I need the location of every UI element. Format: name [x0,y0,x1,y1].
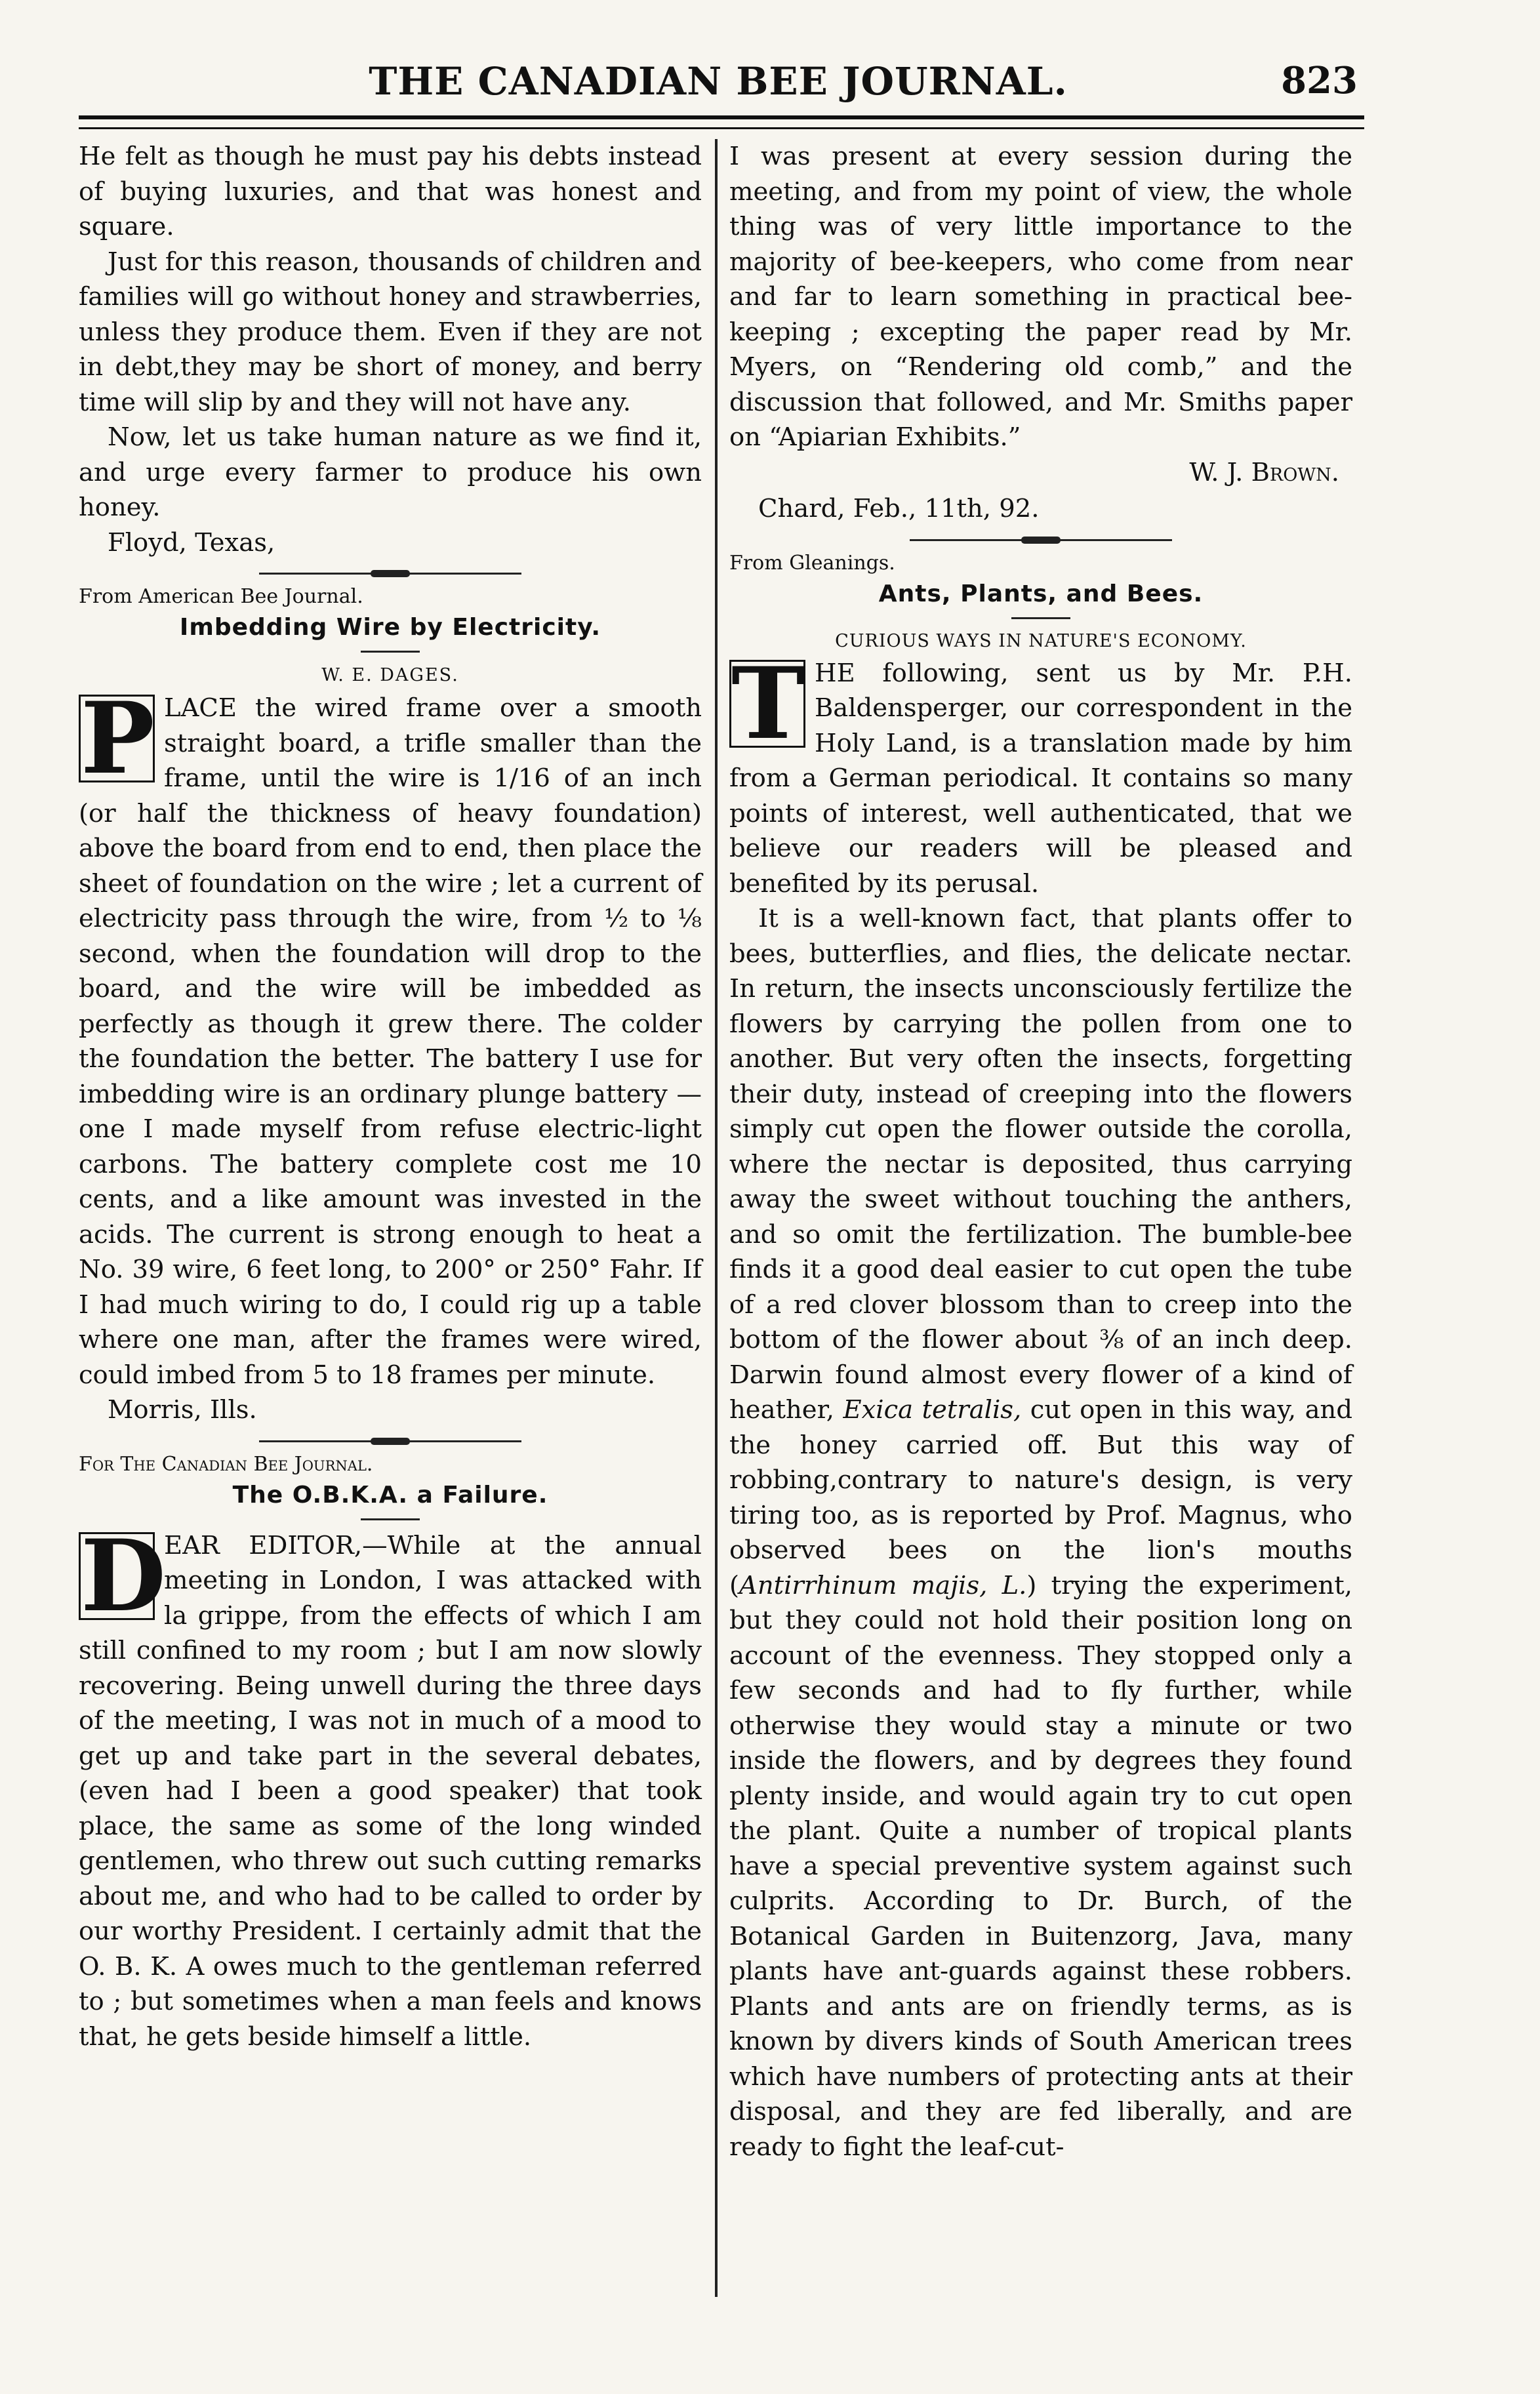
ornamental-rule [259,569,521,577]
journal-title: THE CANADIAN BEE JOURNAL. [369,59,1068,104]
ornamental-rule [910,536,1172,544]
species-name: Antirrhinum majis, L. [739,1570,1027,1600]
header-rule-thin [79,127,1364,129]
drop-cap: D [79,1532,155,1620]
article-title: The O.B.K.A. a Failure. [232,1481,548,1509]
short-rule [1011,617,1070,619]
continued-paragraph: I was present at every session during the meeting, and from my point of view, the whole thing was of very little importance to the majority of bee-keepers, who come from near and far to learn something in practical bee-keeping ; excepting the paper read by Mr. Myers, on “Rendering old comb,” and the discussion that followed, and Mr. Smiths paper on “Apiarian Exhibits.” [729,142,1352,452]
paragraph: Just for this reason, thousands of children and families will go without honey and strawberries, unless they produce them. Even if they are not in debt,they may be short of money, and berry time will slip by and they will not have any. [79,247,702,417]
article-text: EAR EDITOR,—While at the annual meeting in London, I was attacked with la grippe, from the effects of which I am still confined to my room ; but I am now slowly recovering. Being unwell during the three days of the meeting, I was not in much of a mood to get up and take part in the several debates, (even had I been a good speaker) that took place, the same as some of the long winded gentlemen, who threw out such cutting remarks about me, and who had to be called to order by our worthy President. I certainly admit that the O. B. K. A owes much to the gentleman referred to ; but sometimes when a man feels and knows that, he gets beside himself a little. [79,1530,702,2052]
dateline: Chard, Feb., 11th, 92. [758,494,1040,523]
drop-cap: T [729,660,805,748]
paragraph-text: It is a well-known fact, that plants offer to bees, butterflies, and flies, the delicate nectar. In return, the insects unconsciously fertilize the flowers by carrying the pollen from one to another. But very often the insects, forgetting their duty, instead of creeping into the flowers simply cut open the flower outside the corolla, where the nectar is deposited, thus carrying away the sweet without touching the anthers, and so omit the fertilization. The bumble-bee finds it a good deal easier to cut open the tube of a red clover blossom than to creep into the bottom of the flower about ⅜ of an inch deep. Darwin found almost every flower of a kind of heather, [729,904,1352,1425]
column-divider [715,139,718,2297]
right-column [729,139,1352,2164]
paragraph [729,901,1352,2164]
article-title: Ants, Plants, and Bees. [878,580,1204,607]
article-body [729,645,1352,902]
article-body [79,681,702,1392]
article-title: Imbedding Wire by Electricity. [179,614,601,641]
header-rule-thick [79,115,1364,119]
article-subtitle: CURIOUS WAYS IN NATURE'S ECONOMY. [835,630,1247,651]
short-rule [361,651,420,653]
continued-paragraph: He felt as though he must pay his debts instead of buying luxuries, and that was honest and square. [79,142,702,241]
article-source: For The Canadian Bee Journal. [79,1452,373,1476]
place-line: Floyd, Texas, [108,527,275,558]
short-rule [361,1518,420,1520]
page-number: 823 [1281,59,1358,102]
drop-cap: P [79,695,155,782]
article-body [79,1518,702,2055]
paragraph-text: cut open in this way, and the honey carried off. But this way of robbing,contrary to nature's design, is very tiring too, as is reported by Prof. Magnus, who observed bees on the lion's mouths ( [729,1395,1352,1600]
place-line: Morris, Ills. [108,1395,257,1425]
running-header [79,59,1358,118]
article-text: HE following, sent us by Mr. P.H. Baldensperger, our correspondent in the Holy Land, is a translation made by him from a German periodical. It contains so many points of interest, well authenticated, that we believe our readers will be pleased and benefited by its perusal. [729,658,1352,899]
paragraph-text: ) trying the experiment, but they could not hold their position long on account of the evenness. They stopped only a few seconds and had to fly further, while otherwise they would stay a minute or two inside the flowers, and by degrees they found plenty inside, and would again try to cut open the plant. Quite a number of tropical plants have a special preventive system against such culprits. According to Dr. Burch, of the Botanical Garden in Buitenzorg, Java, many plants have ant-guards against these robbers. Plants and ants are on friendly terms, as is known by divers kinds of South American trees which have numbers of protecting ants at their disposal, and they are fed liberally, and are ready to fight the leaf-cut- [729,1570,1352,2162]
article-byline: W. E. DAGES. [321,665,459,685]
left-column [79,139,702,2054]
ornamental-rule [259,1437,521,1445]
article-source: From Gleanings. [729,551,895,575]
article-source: From American Bee Journal. [79,585,363,608]
species-name: Exica tetralis, [843,1395,1022,1425]
signature: W. J. Brown. [1189,457,1339,487]
paragraph: Now, let us take human nature as we find it, and urge every farmer to produce his own honey. [79,422,702,522]
article-text: LACE the wired frame over a smooth straight board, a trifle smaller than the frame, until the wire is 1/16 of an inch (or half the thickness of heavy foundation) above the board from end to end, then place the sheet of foundation on the wire ; let a current of electricity pass through the wire, from ½ to ⅛ second, when the foundation will drop to the board, and the wire will be imbedded as perfectly as though it grew there. The colder the foundation the better. The battery I use for imbedding wire is an ordinary plunge battery —one I made myself from refuse electric-light carbons. The battery complete cost me 10 cents, and a like amount was invested in the acids. The current is strong enough to heat a No. 39 wire, 6 feet long, to 200° or 250° Fahr. If I had much wiring to do, I could rig up a table where one man, after the frames were wired, could imbed from 5 to 18 frames per minute. [79,693,702,1390]
